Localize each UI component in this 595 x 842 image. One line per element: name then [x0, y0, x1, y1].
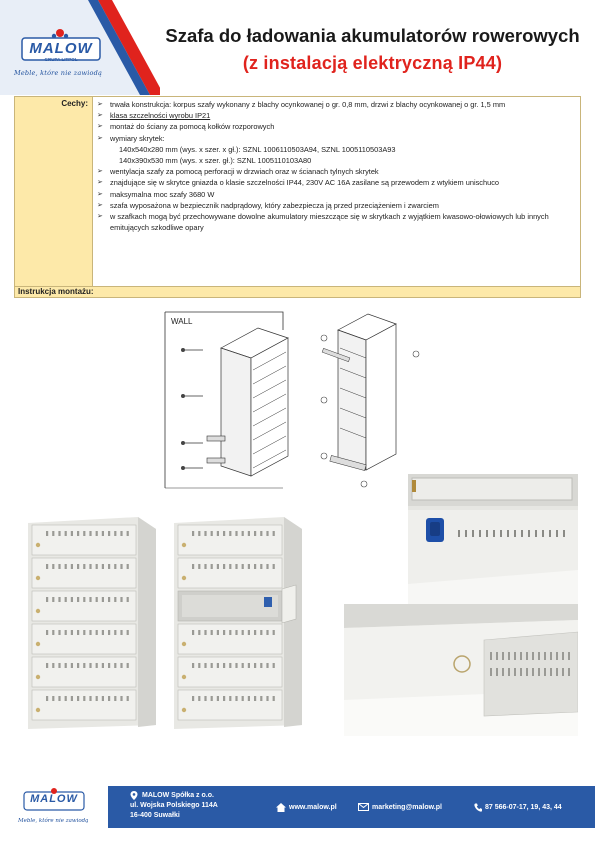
feature-text: szafa wyposażona w bezpiecznik nadprądowy, który zabezpiecza ją przed przeciążeniem i zwarciem [110, 200, 439, 210]
footer-logo-text: MALOW [30, 793, 78, 805]
lock-icon [36, 543, 40, 547]
feature-sub-item [97, 155, 576, 166]
cabinet-open-photo [172, 515, 310, 730]
envelope-icon [358, 803, 369, 811]
footer-website[interactable] [276, 803, 337, 812]
feature-item [97, 177, 576, 188]
feature-item [97, 110, 576, 121]
socket-icon [264, 597, 272, 607]
feature-item [97, 121, 576, 132]
footer-phone-text: 87 566-07-17, 19, 43, 44 [485, 804, 562, 811]
footer-company: MALOW Spółka z o.o. [142, 792, 214, 799]
lock-icon [36, 609, 40, 613]
footer-address [130, 791, 218, 821]
lock-icon [36, 576, 40, 580]
footer-website-text: www.malow.pl [289, 804, 337, 811]
feature-item [97, 166, 576, 177]
feature-item [97, 99, 576, 110]
socket-closeup-photo [408, 474, 578, 610]
feature-text: w szafkach mogą być przechowywane dowolne akumulatory mieszczące się w skrytkach z wyjątkiem kwasowo-ołowiowych lub innych emitujących szkodliwe opary [110, 212, 549, 233]
feature-item [97, 200, 576, 211]
home-icon [276, 803, 286, 812]
features-label: Cechy: [15, 97, 93, 286]
feature-text: maksymalna moc szafy 3680 W [110, 189, 215, 199]
page-title: Szafa do ładowania akumulatorów rowerowych [165, 25, 580, 46]
feature-text: trwała konstrukcja: korpus szafy wykonany z blachy ocynkowanej o gr. 0,8 mm, drzwi z blachy ocynkowanej o gr. 1,5 mm [110, 100, 506, 109]
feature-text: montaż do ściany za pomocą kołków rozporowych [110, 122, 275, 132]
footer-phone[interactable] [474, 803, 562, 812]
features-list [93, 97, 580, 233]
slogan: Meble, które nie zawiodą [14, 69, 103, 77]
wall-mount-drawing [163, 308, 308, 493]
lock-icon [182, 543, 186, 547]
feature-text: wentylacja szafy za pomocą perforacji w drzwiach oraz w ścianach tylnych skrytek [110, 167, 379, 177]
feature-text: 140x540x280 mm (wys. x szer. x gł.): SZNL 1006110503A94, SZNL 1005110503A93 [119, 144, 396, 154]
feature-text: 140x390x530 mm (wys. x szer. gł.): SZNL 1005110103A80 [119, 156, 312, 166]
lock-icon [182, 576, 186, 580]
feature-text: wymiary skrytek: [110, 133, 165, 143]
footer-street: ul. Wojska Polskiego 114A [130, 802, 218, 809]
wall-label: WALL [171, 317, 193, 326]
compartment-closeup-photo [344, 604, 578, 736]
page-subtitle: (z instalacją elektryczną IP44) [242, 53, 503, 73]
feature-item [97, 133, 576, 144]
cabinet-closed-photo [26, 515, 164, 730]
footer-city: 16-400 Suwałki [130, 812, 180, 819]
feature-item [97, 211, 576, 233]
lock-icon [36, 708, 40, 712]
logo-block [0, 0, 160, 95]
footer-email-text: marketing@malow.pl [372, 803, 442, 811]
feature-item [97, 189, 576, 200]
instruction-label: Instrukcja montażu: [14, 287, 581, 298]
location-pin-icon [130, 791, 138, 800]
phone-icon [474, 803, 482, 812]
footer-slogan: Meble, które nie zawiodą [18, 818, 89, 824]
footer-contact-bar [108, 786, 595, 828]
lock-icon [182, 708, 186, 712]
lock-icon [36, 642, 40, 646]
assembly-drawing [316, 308, 426, 493]
footer-email[interactable] [358, 803, 442, 811]
lock-icon [182, 675, 186, 679]
features-table [14, 96, 581, 287]
logo-subtext: GRUPA LITPOL [44, 57, 78, 62]
feature-text: klasa szczelności wyrobu IP21 [110, 111, 211, 121]
logo-text: MALOW [29, 40, 93, 57]
lock-icon [182, 642, 186, 646]
lock-icon [36, 675, 40, 679]
feature-sub-item [97, 144, 576, 155]
header [0, 0, 595, 95]
feature-text: znajdujące się w skrytce gniazda o klasie szczelności IP44, 230V AC 16A zasilane są przewodem z wtykiem unischuco [110, 178, 500, 188]
